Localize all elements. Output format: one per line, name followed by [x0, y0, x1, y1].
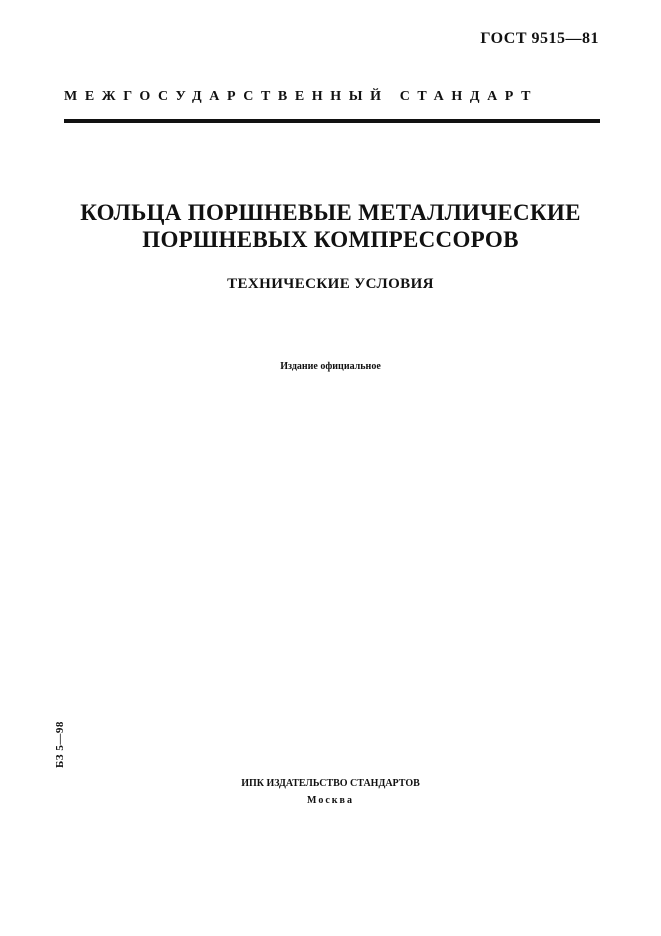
- document-title: [0, 199, 661, 253]
- title-line-2: ПОРШНЕВЫХ КОМПРЕССОРОВ: [142, 227, 519, 252]
- document-subtitle: ТЕХНИЧЕСКИЕ УСЛОВИЯ: [227, 276, 434, 292]
- publisher-city: Москва: [307, 795, 354, 806]
- side-code-text: БЗ 5—98: [54, 721, 66, 768]
- standard-type-heading: МЕЖГОСУДАРСТВЕННЫЙ СТАНДАРТ: [64, 89, 539, 104]
- standard-number: ГОСТ 9515—81: [480, 30, 599, 47]
- edition-note: Издание официальное: [280, 361, 381, 372]
- header-rule: [64, 119, 600, 123]
- publisher-name: ИПК ИЗДАТЕЛЬСТВО СТАНДАРТОВ: [241, 778, 420, 789]
- title-line-1: КОЛЬЦА ПОРШНЕВЫЕ МЕТАЛЛИЧЕСКИЕ: [80, 200, 581, 225]
